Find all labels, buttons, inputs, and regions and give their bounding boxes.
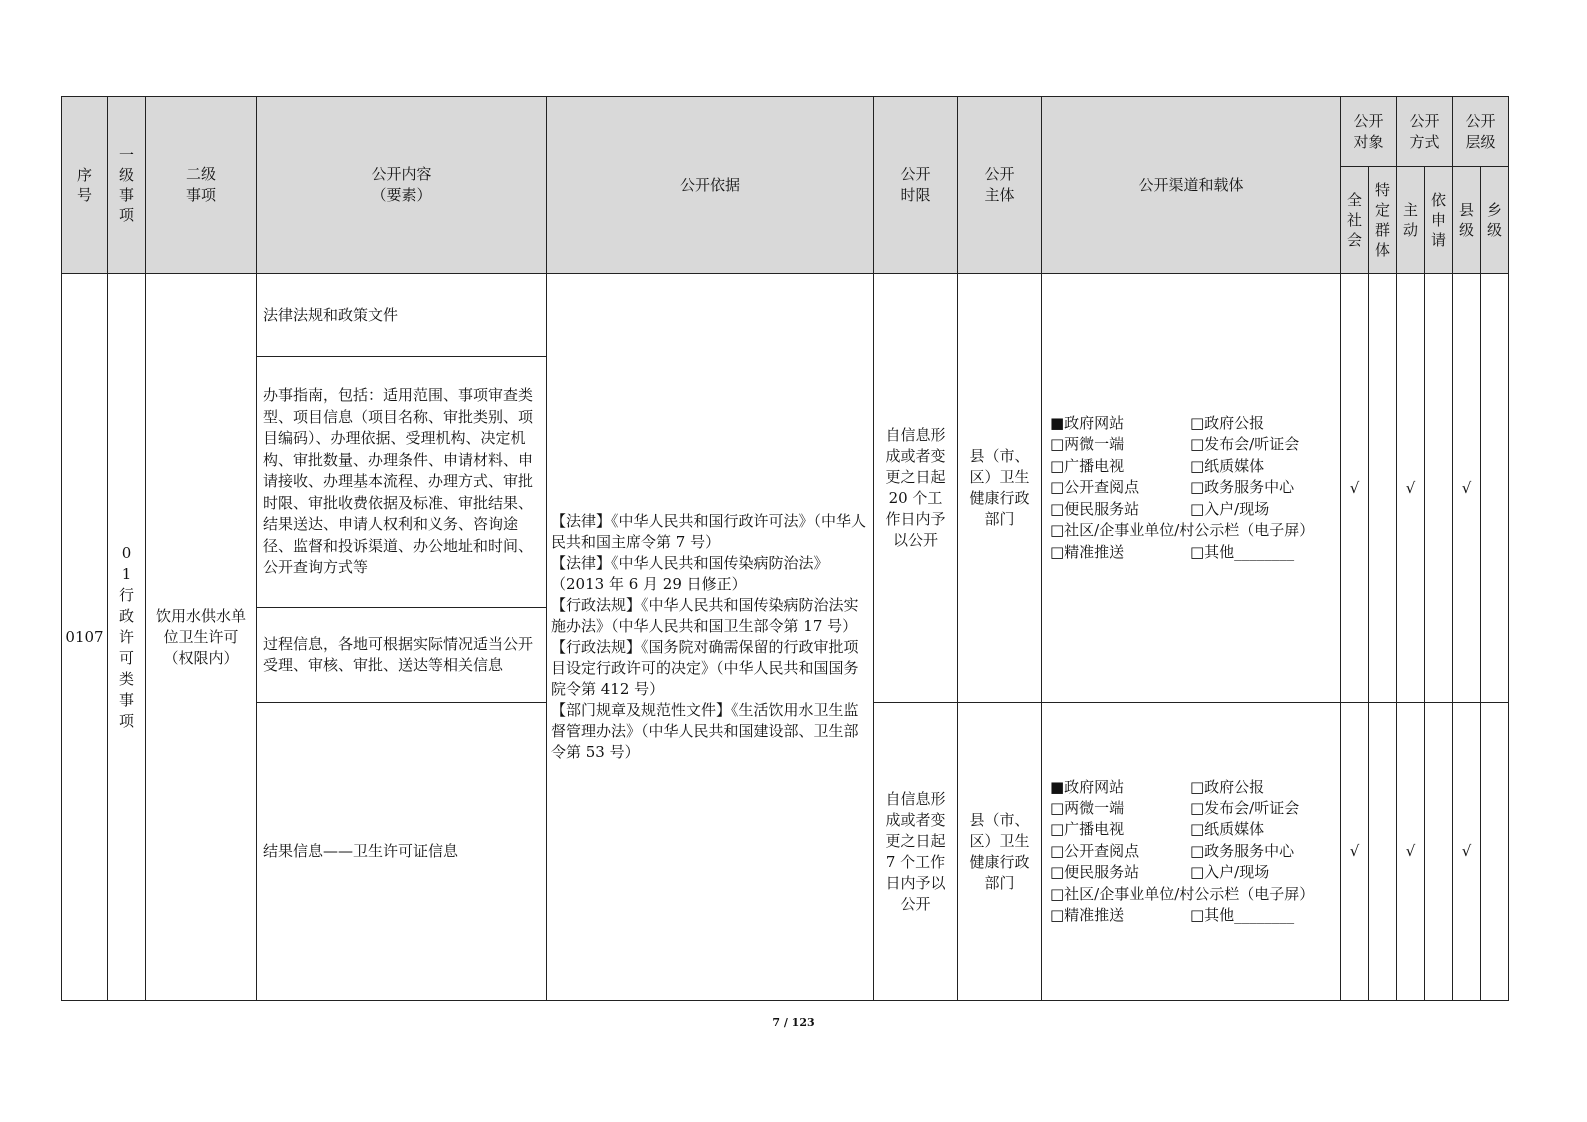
disclosure-table [61, 96, 1509, 1001]
check-tier-town-1 [1481, 274, 1509, 703]
check-target-specific-2 [1369, 703, 1397, 1001]
channel-list-2 [1042, 703, 1341, 1001]
content-item-laws: 法律法规和政策文件 [257, 274, 547, 357]
basis-item: 【部门规章及规范性文件】《生活饮用水卫生监督管理办法》（中华人民共和国建设部、卫生部令第 53 号） [551, 701, 859, 761]
subject-1: 县（市、区）卫生健康行政部门 [958, 274, 1042, 703]
channel-item: □便民服务站 [1050, 499, 1140, 518]
page-number: 7 / 123 [772, 1016, 815, 1029]
channel-item: □纸质媒体 [1190, 820, 1265, 839]
channel-item: □两微一端 [1050, 798, 1125, 817]
subject-2: 县（市、区）卫生健康行政部门 [958, 703, 1042, 1001]
header-channel: 公开渠道和载体 [1042, 97, 1341, 274]
content-item-guide: 办事指南，包括：适用范围、事项审查类型、项目信息（项目名称、审批类别、项目编码）、办理依据、受理机构、决定机构、审批数量、办理条件、申请材料、申请接收、办理基本流程、办理方式、审批时限、审批收费依据及标准、审批结果、结果送达、申请人权利和义务、咨询途径、监督和投诉渠道、办公地址和时间、公开查询方式等 [257, 357, 547, 608]
check-method-apply-2 [1425, 703, 1453, 1001]
channel-item: □公开查阅点 [1050, 841, 1140, 860]
channel-item: □政务服务中心 [1190, 841, 1295, 860]
channel-item: □政府公报 [1190, 777, 1265, 796]
channel-item: □便民服务站 [1050, 863, 1140, 882]
channel-item: ■政府网站 [1050, 414, 1125, 433]
basis-item: 【行政法规】《中华人民共和国传染病防治法实施办法》（中华人民共和国卫生部令第 17 号） [551, 596, 859, 635]
channel-item: □其他________ [1190, 542, 1295, 561]
header-level1: 一级事项 [108, 97, 146, 274]
header-content: 公开内容（要素） [257, 97, 547, 274]
row-level2: 饮用水供水单位卫生许可（权限内） [146, 274, 257, 1001]
header-time-limit: 公开时限 [874, 97, 958, 274]
channel-item: □广播电视 [1050, 456, 1125, 475]
channel-item: □其他________ [1190, 906, 1295, 925]
header-seq: 序号 [62, 97, 108, 274]
basis-item: 【法律】《中华人民共和国传染病防治法》（2013 年 6 月 29 日修正） [551, 554, 829, 593]
header-subject: 公开主体 [958, 97, 1042, 274]
header-method-active: 主动 [1397, 167, 1425, 274]
channel-item: □公开查阅点 [1050, 478, 1140, 497]
content-item-process: 过程信息，各地可根据实际情况适当公开受理、审核、审批、送达等相关信息 [257, 608, 547, 703]
row-seq: 0107 [62, 274, 108, 1001]
content-item-result: 结果信息——卫生许可证信息 [257, 703, 547, 1001]
time-limit-2: 自信息形成或者变更之日起 7 个工作日内予以公开 [874, 703, 958, 1001]
channel-item: □社区/企事业单位/村公示栏（电子屏） [1050, 521, 1315, 540]
header-target: 公开对象 [1341, 97, 1397, 167]
header-level2: 二级事项 [146, 97, 257, 274]
header-tier: 公开层级 [1453, 97, 1509, 167]
check-tier-town-2 [1481, 703, 1509, 1001]
channel-item: □精准推送 [1050, 542, 1125, 561]
channel-item: □广播电视 [1050, 820, 1125, 839]
row-level1: 01行政许可类事项 [108, 274, 146, 1001]
check-method-active-2: √ [1397, 703, 1425, 1001]
channel-list-1 [1042, 274, 1341, 703]
channel-item: □纸质媒体 [1190, 456, 1265, 475]
check-tier-county-1: √ [1453, 274, 1481, 703]
basis-item: 【行政法规】《国务院对确需保留的行政审批项目设定行政许可的决定》（中华人民共和国国务院令第 412 号） [551, 638, 859, 698]
channel-item: ■政府网站 [1050, 777, 1125, 796]
channel-item: □两微一端 [1050, 435, 1125, 454]
time-limit-1: 自信息形成或者变更之日起 20 个工作日内予以公开 [874, 274, 958, 703]
header-method-apply: 依申请 [1425, 167, 1453, 274]
header-method: 公开方式 [1397, 97, 1453, 167]
check-target-all-2: √ [1341, 703, 1369, 1001]
check-target-all-1: √ [1341, 274, 1369, 703]
header-target-specific: 特定群体 [1369, 167, 1397, 274]
channel-item: □精准推送 [1050, 906, 1125, 925]
channel-item: □入户/现场 [1190, 499, 1270, 518]
basis-cell [547, 274, 874, 1001]
check-method-active-1: √ [1397, 274, 1425, 703]
channel-item: □政务服务中心 [1190, 478, 1295, 497]
channel-item: □政府公报 [1190, 414, 1265, 433]
check-method-apply-1 [1425, 274, 1453, 703]
channel-item: □入户/现场 [1190, 863, 1270, 882]
header-tier-town: 乡级 [1481, 167, 1509, 274]
header-basis: 公开依据 [547, 97, 874, 274]
check-target-specific-1 [1369, 274, 1397, 703]
channel-item: □发布会/听证会 [1190, 798, 1300, 817]
channel-item: □社区/企事业单位/村公示栏（电子屏） [1050, 884, 1315, 903]
basis-item: 【法律】《中华人民共和国行政许可法》（中华人民共和国主席令第 7 号） [551, 512, 867, 551]
header-target-all: 全社会 [1341, 167, 1369, 274]
header-tier-county: 县级 [1453, 167, 1481, 274]
channel-item: □发布会/听证会 [1190, 435, 1300, 454]
check-tier-county-2: √ [1453, 703, 1481, 1001]
